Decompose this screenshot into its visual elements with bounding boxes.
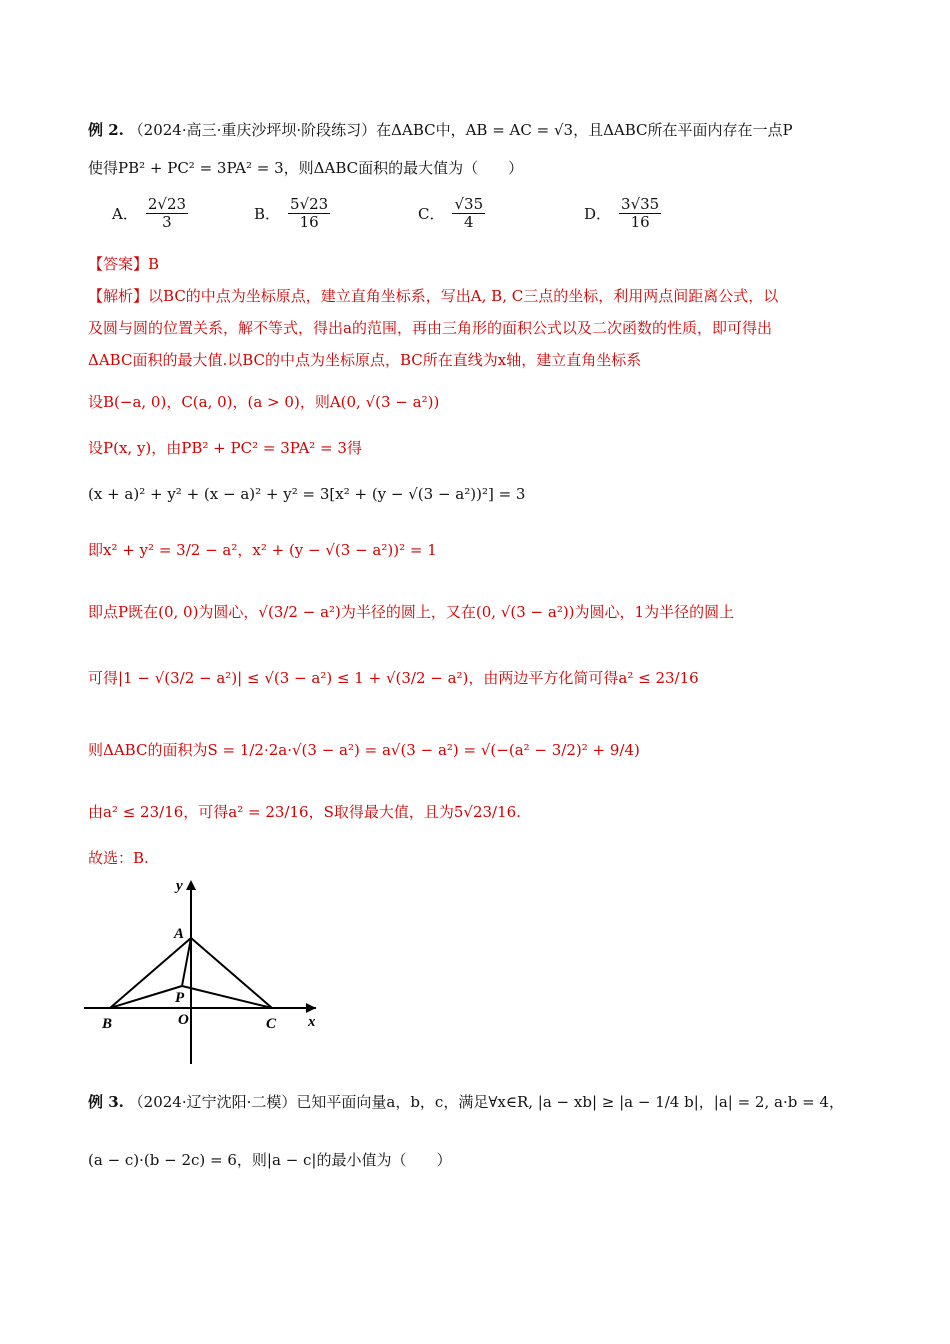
step-6-text: 可得|1 − √(3/2 − a²)| ≤ √(3 − a²) ≤ 1 + √(3/2 − a²)，由两边平方化简可得a² ≤ 23/16 xyxy=(88,669,699,687)
step-4-text: 即x² + y² = 3/2 − a²，x² + (y − √(3 − a²))² = 1 xyxy=(88,541,437,559)
option-b-fraction xyxy=(288,196,330,231)
label-y: y xyxy=(176,878,183,894)
ex2-line-2 xyxy=(88,156,862,180)
solution-step-7 xyxy=(88,738,862,762)
ex2-stem-1: 在ΔABC中，AB = AC = √3，且ΔABC所在平面内存在一点P xyxy=(376,121,793,139)
option-a-fraction xyxy=(146,196,188,231)
option-a-numerator: 2√23 xyxy=(147,195,187,213)
label-b: B xyxy=(102,1016,113,1032)
option-b-denominator: 16 xyxy=(299,213,319,231)
label-o: O xyxy=(178,1012,189,1028)
x-axis-arrow-icon xyxy=(306,1003,316,1013)
label-x: x xyxy=(308,1014,316,1030)
step-7-text: 则ΔABC的面积为S = 1/2·2a·√(3 − a²) = a√(3 − a²) = √(−(a² − 3/2)² + 9/4) xyxy=(88,741,640,759)
ex2-source: （2024·高三·重庆沙坪坝·阶段练习） xyxy=(128,121,377,139)
step-8-text: 由a² ≤ 23/16，可得a² = 23/16，S取得最大值，且为5√23/16. xyxy=(88,803,521,821)
option-b xyxy=(254,196,332,231)
conclusion-line xyxy=(88,846,862,870)
option-d-numerator: 3√35 xyxy=(621,195,660,213)
option-a xyxy=(112,196,190,231)
y-axis-arrow-icon xyxy=(186,880,196,890)
option-b-letter: B． xyxy=(254,205,281,223)
solution-step-2 xyxy=(88,436,862,460)
ex3-stem-1: 已知平面向量a，b，c，满足∀x∈R, |a − xb| ≥ |a − 1/4 b|，|a| = 2, a·b = 4， xyxy=(296,1093,844,1111)
analysis-text-3: ΔABC面积的最大值.以BC的中点为坐标原点，BC所在直线为x轴，建立直角坐标系 xyxy=(88,351,642,369)
ex3-label: 例 3. xyxy=(88,1093,124,1111)
option-a-letter: A． xyxy=(112,205,138,223)
step-1-text: 设B(−a, 0)，C(a, 0)，(a > 0)，则A(0, √(3 − a²)) xyxy=(88,393,440,411)
option-c-denominator: 4 xyxy=(464,213,474,231)
triangle-figure xyxy=(84,876,324,1066)
solution-step-3 xyxy=(88,482,862,506)
option-d-denominator: 16 xyxy=(630,213,650,231)
solution-step-1 xyxy=(88,390,862,414)
ex3-line-2 xyxy=(88,1148,862,1172)
solution-step-4 xyxy=(88,538,862,562)
ex3-source: （2024·辽宁沈阳·二模） xyxy=(128,1093,297,1111)
analysis-line-1 xyxy=(88,284,862,308)
ex2-line-1 xyxy=(88,118,862,142)
analysis-text-2: 及圆与圆的位置关系，解不等式，得出a的范围，再由三角形的面积公式以及二次函数的性质，即可得出 xyxy=(88,319,772,337)
analysis-line-3 xyxy=(88,348,862,372)
ex2-label: 例 2. xyxy=(88,121,124,139)
option-c xyxy=(418,196,487,231)
label-p: P xyxy=(175,990,185,1006)
option-b-numerator: 5√23 xyxy=(290,195,329,213)
step-2-text: 设P(x, y)，由PB² + PC² = 3PA² = 3得 xyxy=(88,439,362,457)
ex2-options xyxy=(112,196,872,240)
answer-value: B xyxy=(148,255,160,273)
label-c: C xyxy=(266,1016,277,1032)
solution-step-6 xyxy=(88,666,862,690)
option-a-denominator: 3 xyxy=(162,213,172,231)
answer-line xyxy=(88,252,862,276)
option-c-numerator: √35 xyxy=(454,195,484,213)
conclusion-text: 故选：B. xyxy=(88,849,149,867)
solution-step-8 xyxy=(88,800,862,824)
segment-bp xyxy=(110,986,182,1008)
option-c-letter: C． xyxy=(418,205,445,223)
option-d-letter: D． xyxy=(584,205,612,223)
analysis-line-2 xyxy=(88,316,862,340)
step-3-text: (x + a)² + y² + (x − a)² + y² = 3[x² + (y − √(3 − a²))²] = 3 xyxy=(88,485,526,503)
option-d-fraction xyxy=(619,196,661,231)
ex3-stem-2: (a − c)·(b − 2c) = 6，则|a − c|的最小值为（ ） xyxy=(88,1151,452,1169)
ex3-line-1 xyxy=(88,1090,862,1114)
ex2-stem-2: 使得PB² + PC² = 3PA² = 3，则ΔABC面积的最大值为（ ） xyxy=(88,159,524,177)
option-c-fraction xyxy=(452,196,485,231)
analysis-label: 【解析】 xyxy=(88,287,149,305)
label-a: A xyxy=(174,926,185,942)
answer-label: 【答案】 xyxy=(88,255,149,273)
analysis-text-1: 以BC的中点为坐标原点，建立直角坐标系，写出A, B, C三点的坐标，利用两点间距离公式，以 xyxy=(148,287,779,305)
solution-step-5 xyxy=(88,600,862,624)
option-d xyxy=(584,196,663,231)
step-5-text: 即点P既在(0, 0)为圆心，√(3/2 − a²)为半径的圆上，又在(0, √(3 − a²))为圆心，1为半径的圆上 xyxy=(88,603,735,621)
